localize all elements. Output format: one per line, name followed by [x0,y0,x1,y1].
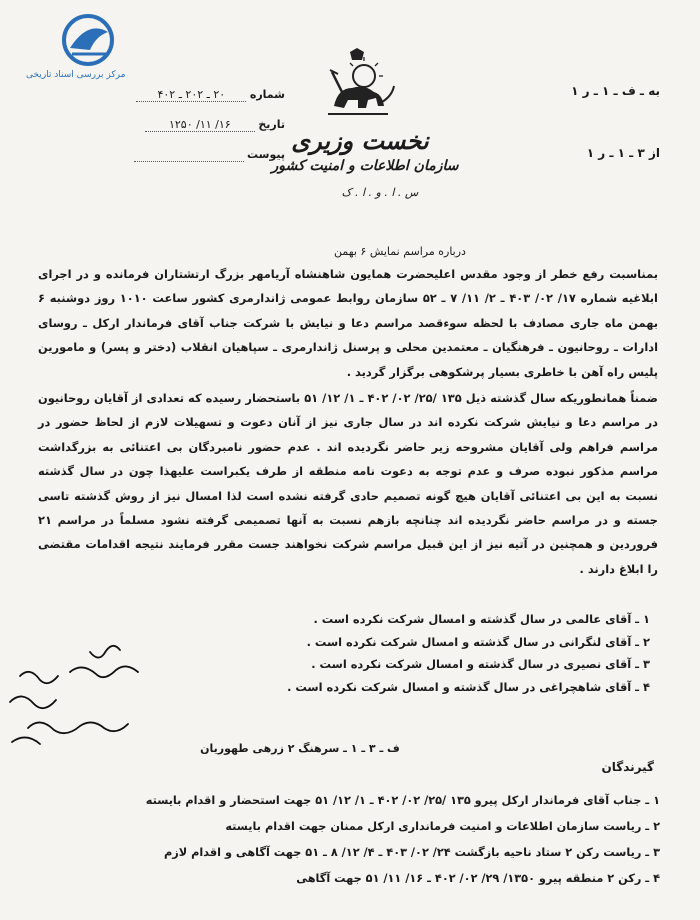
list-item: ۳ ـ ریاست رکن ۲ ستاد ناحیه بازگشت ۲۴/ ۰۲/ ۴۰۳ ـ ۴/ ۱۲/ ۸ ـ ۵۱ جهت آگاهی و اقدام لازم [163,846,660,859]
list-item: ۱ ـ آقای عالمی در سال گذشته و امسال شرکت نکرده است . [313,612,650,626]
list-item: ۲ ـ آقای لنگرانی در سال گذشته و امسال شرکت نکرده است . [306,634,650,649]
absentee-list [170,608,650,698]
lion-and-sun-emblem-icon [312,48,402,123]
subject-line: درباره مراسم نمایش ۶ بهمن [334,245,466,258]
attachment-value [134,148,244,162]
date-label: تاریخ [258,118,285,131]
archive-label: مرکز بررسی اسناد تاریخی [26,70,126,80]
organization-name: سازمان اطلاعات و امنیت کشور [271,158,459,174]
attachment-label: پیوست [247,148,285,161]
ref-from: از ۳ ـ ۱ ـ ر ۱ [586,146,660,160]
list-item: ۴ ـ آقای شاهچراغی در سال گذشته و امسال شرکت نکرده است . [287,679,650,694]
recipients-title: گیرندگان [601,760,654,774]
list-item: ۲ ـ ریاست سازمان اطلاعات و امنیت فرمانداری ارکل ممنان جهت اقدام بایسته [225,820,660,833]
signature-line: ف ـ ۳ ـ ۱ ـ سرهنگ ۲ زرهی طهوریان [200,742,400,755]
number-value: ۲۰ ـ ۲۰۲ ـ ۴۰۲ [136,88,246,102]
archive-watermark [8,10,128,80]
list-item: ۴ ـ رکن ۲ منطقه پیرو ۱۳۵۰/ ۲۹/ ۰۲/ ۴۰۲ ـ ۱۶/ ۱۱/ ۵۱ جهت آگاهی [296,872,660,885]
body-paragraph-1: بمناسبت رفع خطر از وجود مقدس اعلیحضرت همایون شاهنشاه آریامهر بزرگ ارتشتاران فرمانده و در اجرای ابلاغیه شماره ۱۷/ ۰۲/ ۴۰۳ ـ ۲/ ۱۱/ ۷ ـ ۵۲ سازمان روابط عمومی ژاندارمری کشور ساعت ۱۰۱۰ روز دوشنبه ۶ بهمن ماه جاری مصادف با لحظه سوءقصد مراسم دعا و نیایش با شرکت جناب آقای فرماندار ارکل ـ روسای ادارات ـ روحانیون ـ فرهنگیان ـ معتمدین محلی و پرسنل ژاندارمری ـ سپاهیان انقلاب (دختر و پسر) و مامورین پلیس راه آهن با خاطری بسیار پرشکوهی برگزار گردید . [38,267,658,379]
body-paragraph-2: ضمناً همانطوریکه سال گذشته ذیل ۱۳۵ /۲۵/ ۰۲/ ۴۰۲ ـ ۱/ ۱۲/ ۵۱ باستحضار رسیده که تعدادی از آقایان روحانیون در مراسم دعا و نیایش شرکت نکرده اند در سال جاری نیز از آنان دعوت و تسهیلات لازم از لحاظ حضور در مراسم فراهم ولی آقایان مشروحه زیر حاضر نگردیده اند . عدم حضور نامبردگان بی اعتنائی به بزرگداشت مراسم مذکور نبوده صرف و عدم توجه به دعوت نامه منطقه از طرف یکبراست علیهذا چون در سال گذشته نسبت به این بی اعتنائی آقایان هیچ گونه تصمیم حادی گرفته نشده است لذا امسال نیز از روش گذشته تاسی جسته و در مراسم حاضر نگردیده اند چنانچه بازهم نسبت به آنها تصمیمی گرفته نشود مسلماً در مراسم ۲۱ فروردین و همچنین در آتیه نیز از این قبیل مراسم شرکت نخواهند جست مقرر فرمایند نتیجه اقدامات مقتضی را ابلاغ دارند . [38,391,658,576]
handwritten-margin-note [0,632,160,752]
date-value: ۱۶/ ۱۱/ ۱۲۵۰ [145,118,255,132]
archive-logo-icon [8,10,128,70]
list-item: ۱ ـ جناب آقای فرماندار ارکل پیرو ۱۳۵ /۲۵/ ۰۲/ ۴۰۲ ـ ۱/ ۱۲/ ۵۱ جهت استحضار و اقدام بایسته [145,794,660,807]
organization-abbr: س . ا . و . ا . ک [341,186,419,199]
ministry-title: نخست وزیری [291,126,429,155]
date-row [110,118,285,132]
recipients-list [40,788,660,892]
number-row [110,88,285,102]
ref-to: به ـ ف ـ ۱ ـ ر ۱ [571,84,660,98]
list-item: ۳ ـ آقای نصیری در سال گذشته و امسال شرکت نکرده است . [311,657,650,671]
number-label: شماره [249,88,285,101]
